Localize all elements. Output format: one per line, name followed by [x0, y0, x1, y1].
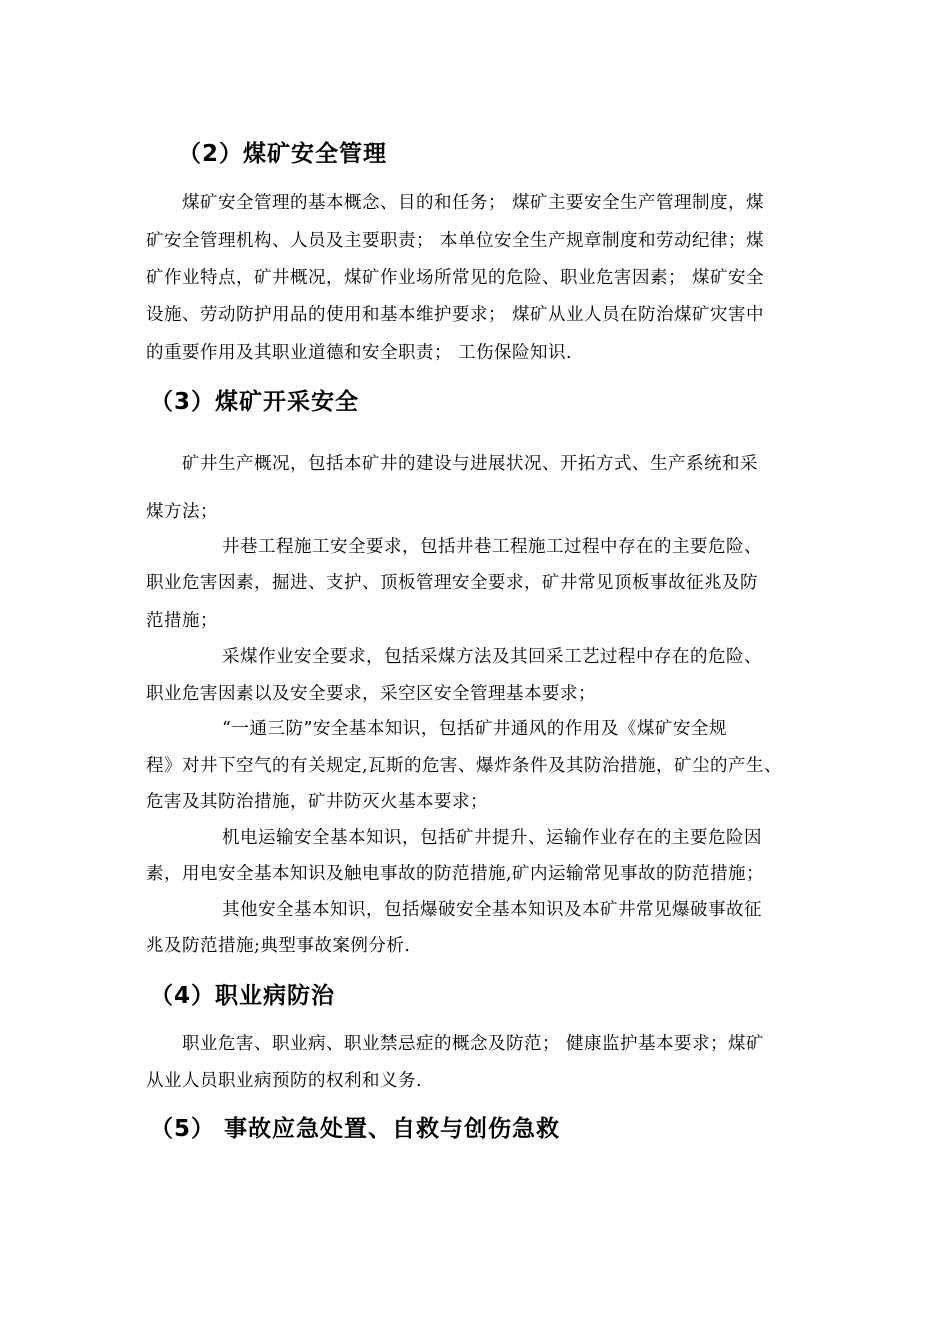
section-3-line: “一通三防”安全基本知识，包括矿井通风的作用及《煤矿安全规 — [222, 719, 727, 739]
section-4-line: 从业人员职业病预防的权利和义务. — [146, 1071, 423, 1091]
section-3-line: 素，用电安全基本知识及触电事故的防范措施,矿内运输常见事故的防范措施； — [146, 864, 765, 884]
section-2-line: 煤矿安全管理的基本概念、目的和任务； 煤矿主要安全生产管理制度，煤 — [182, 193, 765, 213]
section-2-heading: （2）煤矿安全管理 — [178, 141, 388, 167]
section-2-line: 的重要作用及其职业道德和安全职责； 工伤保险知识. — [146, 343, 573, 363]
section-4-heading: （4）职业病防治 — [150, 983, 336, 1009]
section-3-line: 危害及其防治措施，矿井防灭火基本要求； — [146, 792, 488, 812]
section-3-line: 职业危害因素，掘进、支护、顶板管理安全要求，矿井常见顶板事故征兆及防 — [146, 573, 758, 593]
section-3-line: 兆及防范措施;典型事故案例分析. — [146, 936, 411, 956]
section-4-line: 职业危害、职业病、职业禁忌症的概念及防范； 健康监护基本要求；煤矿 — [182, 1034, 765, 1054]
section-2-line: 矿安全管理机构、人员及主要职责； 本单位安全生产规章制度和劳动纪律；煤 — [146, 231, 765, 251]
section-3-line: 采煤作业安全要求，包括采煤方法及其回采工艺过程中存在的危险、 — [222, 647, 762, 667]
section-3-line: 程》对井下空气的有关规定,瓦斯的危害、爆炸条件及其防治措施，矿尘的产生、 — [146, 756, 783, 776]
section-3-line: 机电运输安全基本知识，包括矿井提升、运输作业存在的主要危险因 — [222, 828, 762, 848]
section-3-heading: （3）煤矿开采安全 — [150, 389, 360, 415]
section-3-line: 范措施； — [146, 611, 218, 631]
section-2-line: 矿作业特点，矿井概况，煤矿作业场所常见的危险、职业危害因素； 煤矿安全 — [146, 268, 765, 288]
section-3-line: 职业危害因素以及安全要求，采空区安全管理基本要求； — [146, 684, 596, 704]
section-2-line: 设施、劳动防护用品的使用和基本维护要求； 煤矿从业人员在防治煤矿灾害中 — [146, 305, 765, 325]
section-3-line: 矿井生产概况，包括本矿井的建设与进展状况、开拓方式、生产系统和采 — [182, 454, 758, 474]
section-3-line: 井巷工程施工安全要求，包括井巷工程施工过程中存在的主要危险、 — [222, 537, 762, 557]
section-5-heading: （5） 事故应急处置、自救与创伤急救 — [150, 1116, 561, 1142]
section-3-line: 其他安全基本知识，包括爆破安全基本知识及本矿井常见爆破事故征 — [222, 900, 762, 920]
section-3-line: 煤方法； — [146, 502, 218, 522]
